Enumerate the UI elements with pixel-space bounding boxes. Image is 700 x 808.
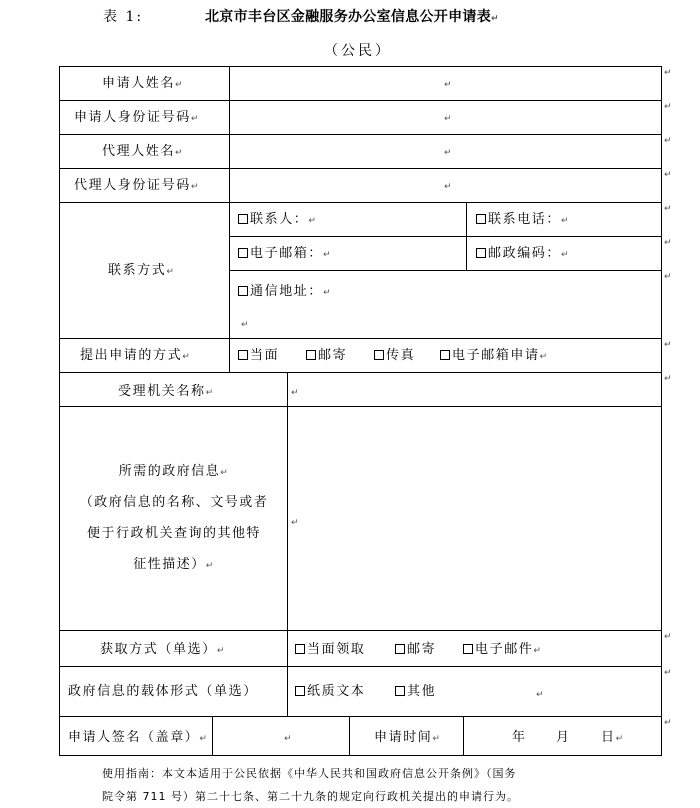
agent-name-field[interactable]: ↵ (444, 148, 452, 158)
row-end-mark: ↵ (664, 340, 672, 350)
address-option[interactable]: 通信地址：↵ (238, 284, 332, 300)
obtain-option-in-person[interactable]: 当面领取 (295, 642, 365, 658)
row-end-mark: ↵ (664, 204, 672, 214)
rule (59, 66, 60, 756)
checkbox[interactable] (306, 350, 316, 360)
checkbox[interactable] (395, 644, 405, 654)
rule (59, 100, 662, 101)
rule (229, 236, 662, 237)
row-end-mark: ↵ (664, 102, 672, 112)
form-title: 北京市丰台区金融服务办公室信息公开申请表↵ (205, 9, 499, 25)
rule (59, 406, 662, 407)
rule (229, 270, 662, 271)
contact-person-option[interactable]: 联系人：↵ (238, 212, 318, 228)
row-end-mark: ↵ (664, 718, 672, 728)
signature-field[interactable]: ↵ (284, 734, 292, 744)
checkbox[interactable] (463, 644, 473, 654)
date-year: 年 (512, 730, 527, 745)
rule (212, 716, 213, 755)
needed-info-field[interactable]: ↵ (291, 518, 299, 528)
rule (59, 666, 662, 667)
rule (349, 716, 350, 755)
rule (59, 134, 662, 135)
checkbox[interactable] (476, 214, 486, 224)
table-label: 表 1: (103, 9, 144, 25)
date-day: 日↵ (601, 730, 625, 745)
checkbox[interactable] (295, 686, 305, 696)
usage-guide-line-1: 使用指南：本文本适用于公民依据《中华人民共和国政府信息公开条例》（国务 (102, 767, 517, 780)
carrier-form-label: 政府信息的载体形式（单选） (68, 684, 258, 699)
rule (59, 716, 662, 717)
usage-guide-line-2: 院令第 711 号）第二十七条、第二十九条的规定向行政机关提出的申请行为。 (102, 790, 519, 803)
apply-time-label: 申请时间↵ (374, 730, 442, 745)
agent-name-label: 代理人姓名↵ (102, 144, 185, 159)
rule (229, 66, 230, 372)
applicant-name-field[interactable]: ↵ (444, 80, 452, 90)
applicant-id-label: 申请人身份证号码↵ (74, 110, 200, 125)
row-end-mark: ↵ (664, 238, 672, 248)
obtain-option-email[interactable]: 电子邮件↵ (463, 642, 543, 658)
checkbox[interactable] (238, 350, 248, 360)
checkbox[interactable] (238, 286, 248, 296)
submit-option-email[interactable]: 电子邮箱申请↵ (440, 348, 549, 364)
rule (59, 202, 662, 203)
submit-option-mail[interactable]: 邮寄 (306, 348, 347, 364)
carrier-option-paper[interactable]: 纸质文本 (295, 684, 365, 700)
submit-option-fax[interactable]: 传真 (374, 348, 415, 364)
agency-name-label: 受理机关名称↵ (118, 384, 215, 399)
checkbox[interactable] (238, 214, 248, 224)
row-end-mark: ↵ (664, 272, 672, 282)
checkbox[interactable] (374, 350, 384, 360)
checkbox[interactable] (476, 248, 486, 258)
checkbox[interactable] (238, 248, 248, 258)
rule (59, 372, 662, 373)
submit-option-in-person[interactable]: 当面 (238, 348, 279, 364)
row-end-mark: ↵ (664, 668, 672, 678)
agency-name-field[interactable]: ↵ (291, 388, 299, 398)
row-end-mark: ↵ (664, 632, 672, 642)
contact-phone-option[interactable]: 联系电话：↵ (476, 212, 570, 228)
rule (59, 66, 662, 67)
checkbox[interactable] (295, 644, 305, 654)
postal-code-option[interactable]: 邮政编码：↵ (476, 246, 570, 262)
rule (59, 755, 662, 756)
agent-id-label: 代理人身份证号码↵ (74, 178, 200, 193)
checkbox[interactable] (440, 350, 450, 360)
checkbox[interactable] (395, 686, 405, 696)
carrier-option-other[interactable]: 其他 (395, 684, 436, 700)
usage-guide (102, 762, 622, 808)
rule (59, 338, 662, 339)
obtain-method-label: 获取方式（单选）↵ (100, 642, 226, 657)
address-field[interactable]: ↵ (241, 320, 249, 330)
row-end-mark: ↵ (664, 170, 672, 180)
row-end-mark: ↵ (664, 68, 672, 78)
row-end-mark: ↵ (664, 374, 672, 384)
row-end-mark: ↵ (664, 136, 672, 146)
contact-method-label: 联系方式↵ (108, 263, 176, 278)
rule (661, 66, 662, 756)
needed-info-label: 所需的政府信息↵ （政府信息的名称、文号或者 便于行政机关查询的其他特 征性描述）↵ (79, 464, 269, 572)
rule (59, 168, 662, 169)
rule (463, 716, 464, 755)
carrier-field[interactable]: ↵ (536, 690, 544, 700)
agent-id-field[interactable]: ↵ (444, 182, 452, 192)
applicant-id-field[interactable]: ↵ (444, 114, 452, 124)
obtain-option-mail[interactable]: 邮寄 (395, 642, 436, 658)
applicant-name-label: 申请人姓名↵ (102, 76, 185, 91)
email-option[interactable]: 电子邮箱：↵ (238, 246, 332, 262)
signature-label: 申请人签名（盖章）↵ (68, 730, 209, 745)
date-month: 月 (556, 730, 571, 745)
submit-method-label: 提出申请的方式↵ (80, 348, 192, 363)
rule (59, 630, 662, 631)
form-subtitle: （公民） (324, 43, 392, 59)
rule (466, 202, 467, 270)
